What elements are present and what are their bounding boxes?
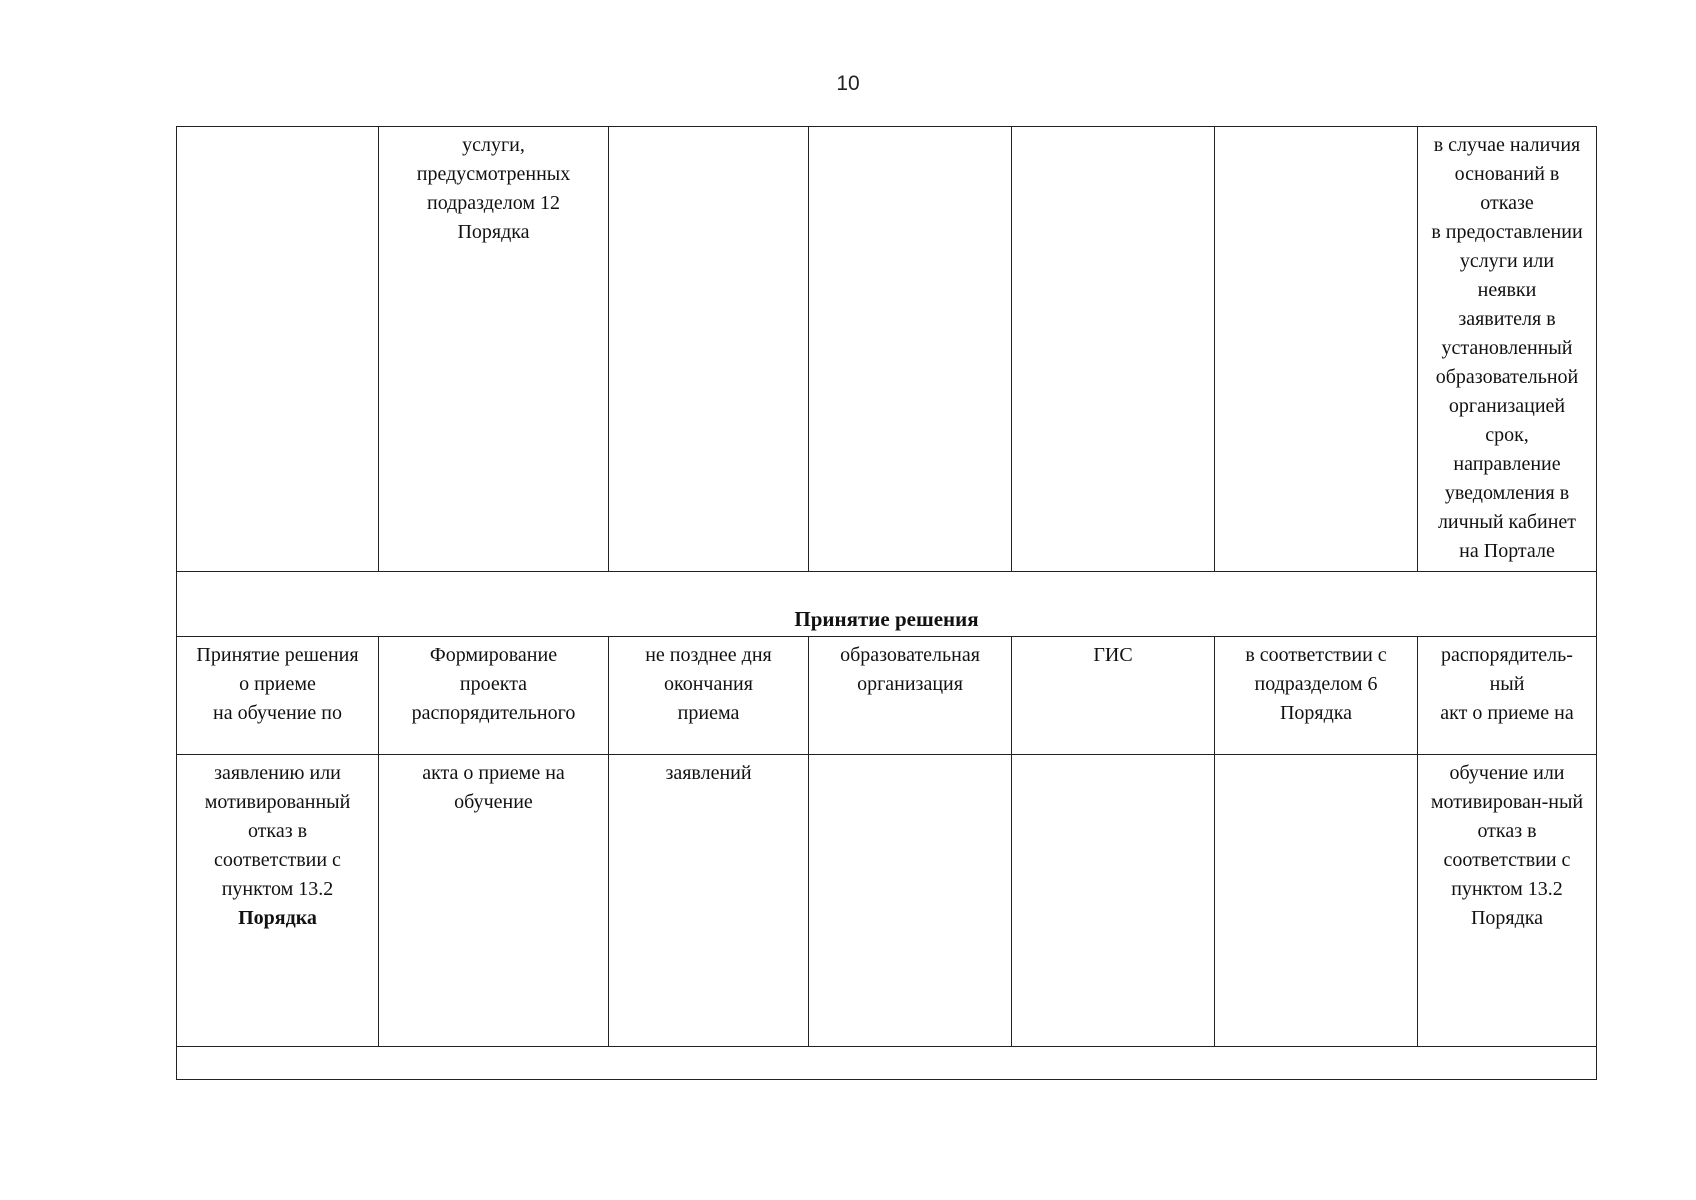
cell-text: распорядитель- ный акт о приеме на xyxy=(1440,644,1574,724)
table-cell xyxy=(379,637,609,755)
table-cell xyxy=(1215,127,1418,572)
table-cell xyxy=(1418,127,1597,572)
section-heading: Принятие решения xyxy=(177,572,1597,637)
table-row xyxy=(177,1047,1597,1080)
procedure-table xyxy=(176,126,1597,1080)
table-cell xyxy=(1418,637,1597,755)
cell-text: не позднее дня окончания приема xyxy=(645,644,772,724)
table-row xyxy=(177,637,1597,755)
table-cell xyxy=(609,755,809,1047)
table-cell xyxy=(177,1047,1597,1080)
table-cell xyxy=(809,755,1012,1047)
table-cell xyxy=(1215,637,1418,755)
cell-text: услуги, предусмотренных подразделом 12 Порядка xyxy=(416,134,571,243)
table-cell xyxy=(609,127,809,572)
cell-text: заявлений xyxy=(665,762,752,784)
table-cell xyxy=(379,127,609,572)
table-cell xyxy=(1215,755,1418,1047)
table-cell xyxy=(1012,637,1215,755)
table-cell xyxy=(177,127,379,572)
cell-text: заявлению или мотивированный отказ в соответствии с пунктом 13.2 xyxy=(204,762,351,900)
cell-text: ГИС xyxy=(1093,644,1133,666)
table-cell xyxy=(809,127,1012,572)
table-cell xyxy=(1012,755,1215,1047)
cell-text-bold: Порядка xyxy=(238,907,317,929)
cell-text: Формирование проекта распорядительного xyxy=(411,644,576,724)
cell-text: акта о приеме на обучение xyxy=(422,762,565,813)
table-row xyxy=(177,127,1597,572)
table-row xyxy=(177,755,1597,1047)
table-row xyxy=(177,572,1597,637)
cell-text: обучение или мотивирован-ный отказ в соответствии с пунктом 13.2 Порядка xyxy=(1430,762,1584,929)
table-cell xyxy=(1418,755,1597,1047)
cell-text: в соответствии с подразделом 6 Порядка xyxy=(1245,644,1387,724)
page-number: 10 xyxy=(836,72,860,95)
cell-text: образовательная организация xyxy=(840,644,980,695)
table-cell xyxy=(609,637,809,755)
table-cell xyxy=(1012,127,1215,572)
table-cell xyxy=(177,755,379,1047)
cell-text: в случае наличия оснований в отказе в предоставлении услуги или неявки заявителя в установленный образовательной организацией срок, направление уведомления в личный кабинет на Портале xyxy=(1431,134,1583,562)
table-cell xyxy=(177,637,379,755)
table-cell xyxy=(809,637,1012,755)
table-cell xyxy=(379,755,609,1047)
cell-text: Принятие решения о приеме на обучение по xyxy=(196,644,359,724)
